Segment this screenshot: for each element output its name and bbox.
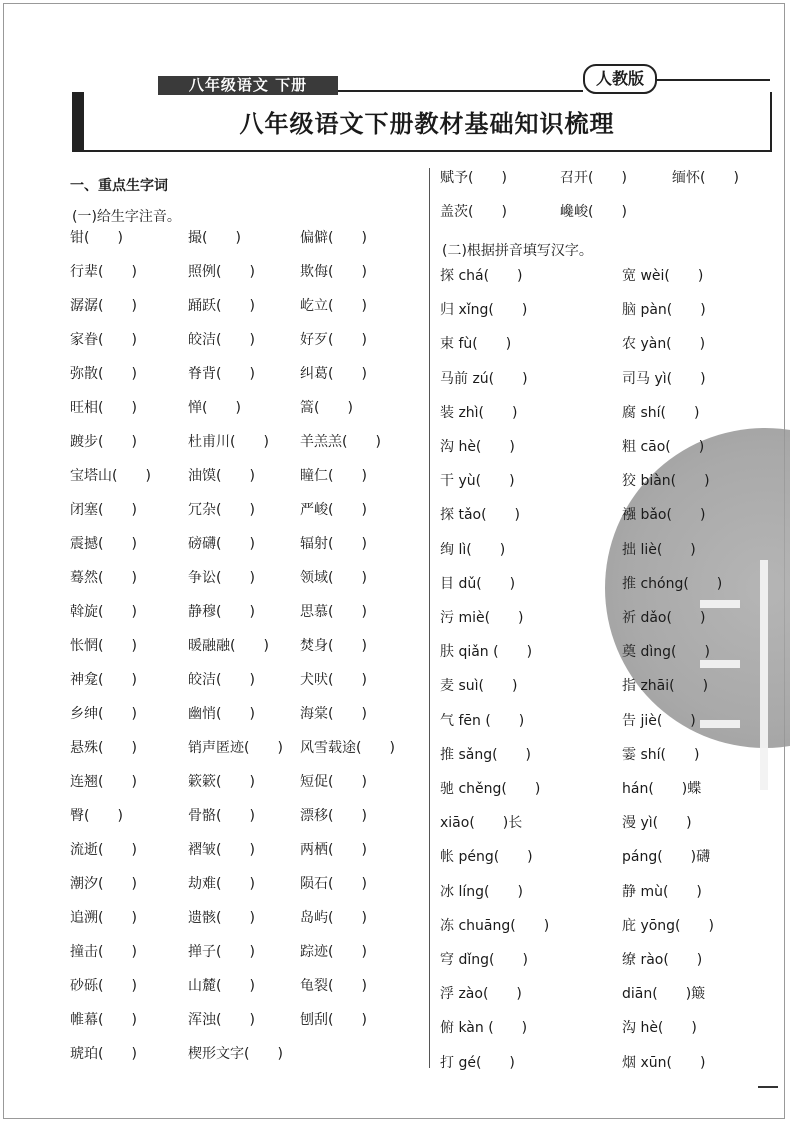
word-item: 震撼( ) — [70, 536, 137, 552]
word-item: 召开( ) — [560, 170, 627, 186]
pinyin-item: 腐 shí( ) — [622, 404, 700, 421]
word-item: 杜甫川( ) — [188, 434, 269, 450]
word-row — [70, 566, 420, 590]
word-item: 犬吠( ) — [300, 672, 367, 688]
word-item: 宝塔山( ) — [70, 468, 151, 484]
word-item: 照例( ) — [188, 264, 255, 280]
part2-list — [440, 264, 780, 1084]
pinyin-item: 冻 chuāng( ) — [440, 917, 550, 934]
word-item: 蓦然( ) — [70, 570, 137, 586]
word-item: 怅惘( ) — [70, 638, 137, 654]
pinyin-item: 司马 yì( ) — [622, 370, 706, 387]
pinyin-item: 肤 qiǎn ( ) — [440, 644, 533, 661]
pinyin-item: diān( )簸 — [622, 986, 706, 1003]
word-row — [70, 1042, 420, 1066]
word-row — [70, 838, 420, 862]
word-row — [70, 430, 420, 454]
word-item: 销声匿迹( ) — [188, 740, 283, 756]
word-row — [70, 226, 420, 250]
pinyin-item: 狡 biàn( ) — [622, 473, 710, 490]
pinyin-row — [440, 538, 780, 562]
word-item: 踪迹( ) — [300, 944, 367, 960]
part1-heading: (一)给生字注音。 — [72, 209, 181, 225]
pinyin-item: xiāo( )长 — [440, 815, 523, 832]
pinyin-row — [440, 367, 780, 391]
word-row — [440, 166, 780, 190]
word-item: 争讼( ) — [188, 570, 255, 586]
word-item: 踱步( ) — [70, 434, 137, 450]
word-item: 臀( ) — [70, 808, 123, 824]
pinyin-item: 告 jiè( ) — [622, 712, 696, 729]
pinyin-item: 祈 dǎo( ) — [622, 610, 706, 626]
pinyin-item: 霎 shí( ) — [622, 746, 700, 763]
word-item: 砂砾( ) — [70, 978, 137, 994]
word-item: 斡旋( ) — [70, 604, 137, 620]
word-item: 神龛( ) — [70, 672, 137, 688]
pinyin-row — [440, 1016, 780, 1040]
top-rule-right — [653, 79, 770, 81]
word-item: 严峻( ) — [300, 502, 367, 518]
word-row — [70, 668, 420, 692]
word-item: 帷幕( ) — [70, 1012, 137, 1028]
word-row — [70, 974, 420, 998]
word-item: 惮( ) — [188, 400, 241, 416]
part1-continued — [440, 166, 780, 226]
pinyin-item: 帐 péng( ) — [440, 849, 533, 866]
pinyin-item: 俯 kàn ( ) — [440, 1020, 528, 1037]
pinyin-item: 襁 bǎo( ) — [622, 507, 706, 524]
word-item: 簌簌( ) — [188, 774, 255, 790]
word-row — [70, 396, 420, 420]
pinyin-row — [440, 914, 780, 938]
pinyin-item: 指 zhāi( ) — [622, 678, 709, 695]
part2-heading: (二)根据拼音填写汉字。 — [442, 243, 593, 259]
pinyin-item: 推 chóng( ) — [622, 575, 723, 592]
word-row — [70, 872, 420, 896]
word-row — [70, 736, 420, 760]
pinyin-item: 烟 xūn( ) — [622, 1054, 706, 1071]
word-item: 巉峻( ) — [560, 204, 627, 220]
pinyin-item: hán( )蝶 — [622, 781, 702, 797]
pinyin-row — [440, 640, 780, 664]
pinyin-item: 干 yù( ) — [440, 473, 515, 490]
word-item: 踊跃( ) — [188, 298, 255, 314]
pinyin-row — [440, 743, 780, 767]
word-item: 家眷( ) — [70, 332, 137, 348]
pinyin-item: 农 yàn( ) — [622, 336, 706, 353]
pinyin-row — [440, 674, 780, 698]
word-item: 岛屿( ) — [300, 910, 367, 926]
pinyin-row — [440, 401, 780, 425]
word-item: 劫难( ) — [188, 876, 255, 892]
pinyin-row — [440, 503, 780, 527]
word-row — [70, 362, 420, 386]
word-item: 撞击( ) — [70, 944, 137, 960]
word-item: 乡绅( ) — [70, 706, 137, 722]
pinyin-row — [440, 948, 780, 972]
pinyin-item: 漫 yì( ) — [622, 815, 692, 832]
word-item: 瞳仁( ) — [300, 468, 367, 484]
pinyin-row — [440, 469, 780, 493]
pinyin-row — [440, 845, 780, 869]
pinyin-row — [440, 1051, 780, 1075]
pinyin-item: 沟 hè( ) — [622, 1020, 697, 1037]
pinyin-item: 脑 pàn( ) — [622, 302, 706, 319]
word-item: 楔形文字( ) — [188, 1046, 283, 1062]
pinyin-item: 冰 líng( ) — [440, 883, 523, 900]
word-item: 海棠( ) — [300, 706, 367, 722]
word-item: 油馍( ) — [188, 468, 255, 484]
pinyin-item: 污 miè( ) — [440, 610, 524, 626]
pinyin-item: 粗 cāo( ) — [622, 439, 705, 455]
pinyin-item: 庇 yōng( ) — [622, 917, 714, 934]
word-row — [70, 498, 420, 522]
word-item: 弥散( ) — [70, 366, 137, 382]
pinyin-item: 探 tǎo( ) — [440, 507, 521, 524]
word-item: 漂移( ) — [300, 808, 367, 824]
word-item: 皎洁( ) — [188, 672, 255, 688]
pinyin-row — [440, 298, 780, 322]
pinyin-item: 穹 dǐng( ) — [440, 952, 528, 968]
word-row — [440, 200, 780, 224]
word-item: 掸子( ) — [188, 944, 255, 960]
pinyin-item: 静 mù( ) — [622, 883, 702, 900]
pinyin-item: 探 chá( ) — [440, 268, 523, 284]
pinyin-row — [440, 709, 780, 733]
word-item: 连翘( ) — [70, 774, 137, 790]
grade-tab: 八年级语文 下册 — [158, 76, 338, 95]
pinyin-row — [440, 982, 780, 1006]
word-item: 缅怀( ) — [672, 170, 739, 186]
section-heading: 一、重点生字词 — [70, 178, 168, 194]
word-item: 焚身( ) — [300, 638, 367, 654]
word-item: 旺相( ) — [70, 400, 137, 416]
page-marker — [758, 1086, 778, 1088]
word-item: 刨刮( ) — [300, 1012, 367, 1028]
title-box — [72, 92, 772, 152]
word-item: 潮汐( ) — [70, 876, 137, 892]
pinyin-row — [440, 332, 780, 356]
word-row — [70, 294, 420, 318]
word-row — [70, 804, 420, 828]
pinyin-item: 拙 liè( ) — [622, 541, 696, 558]
word-item: 屹立( ) — [300, 298, 367, 314]
word-item: 闭塞( ) — [70, 502, 137, 518]
word-item: 褶皱( ) — [188, 842, 255, 858]
word-item: 盖茨( ) — [440, 204, 507, 220]
pinyin-row — [440, 880, 780, 904]
word-item: 暖融融( ) — [188, 638, 269, 654]
pinyin-item: 束 fù( ) — [440, 336, 512, 353]
part1-list — [70, 226, 420, 1086]
pinyin-item: 目 dǔ( ) — [440, 575, 516, 592]
word-item: 追溯( ) — [70, 910, 137, 926]
pinyin-item: 缭 rào( ) — [622, 952, 703, 968]
word-row — [70, 1008, 420, 1032]
word-item: 赋予( ) — [440, 170, 507, 186]
word-item: 琥珀( ) — [70, 1046, 137, 1062]
page-title: 八年级语文下册教材基础知识梳理 — [239, 110, 615, 138]
word-row — [70, 770, 420, 794]
word-item: 篙( ) — [300, 400, 353, 416]
word-item: 山麓( ) — [188, 978, 255, 994]
word-item: 领域( ) — [300, 570, 367, 586]
word-item: 纠葛( ) — [300, 366, 367, 382]
word-row — [70, 328, 420, 352]
pinyin-row — [440, 264, 780, 288]
word-item: 偏僻( ) — [300, 230, 367, 246]
word-row — [70, 532, 420, 556]
edition-badge: 人教版 — [583, 64, 657, 94]
pinyin-item: 驰 chěng( ) — [440, 781, 541, 797]
pinyin-item: 马前 zú( ) — [440, 370, 528, 387]
word-row — [70, 940, 420, 964]
word-item: 骨骼( ) — [188, 808, 255, 824]
pinyin-item: 装 zhì( ) — [440, 404, 518, 421]
pinyin-row — [440, 606, 780, 630]
word-item: 钳( ) — [70, 230, 123, 246]
word-item: 思慕( ) — [300, 604, 367, 620]
word-row — [70, 634, 420, 658]
word-item: 风雪载途( ) — [300, 740, 395, 756]
pinyin-item: 麦 suì( ) — [440, 678, 518, 695]
word-item: 流逝( ) — [70, 842, 137, 858]
word-item: 脊背( ) — [188, 366, 255, 382]
word-item: 两栖( ) — [300, 842, 367, 858]
word-row — [70, 464, 420, 488]
pinyin-item: 气 fēn ( ) — [440, 712, 525, 729]
pinyin-item: 绚 lì( ) — [440, 541, 506, 558]
word-item: 陨石( ) — [300, 876, 367, 892]
word-item: 辐射( ) — [300, 536, 367, 552]
word-item: 羊羔羔( ) — [300, 434, 381, 450]
word-item: 遗骸( ) — [188, 910, 255, 926]
word-item: 潺潺( ) — [70, 298, 137, 314]
word-item: 撮( ) — [188, 230, 241, 246]
pinyin-item: 归 xǐng( ) — [440, 302, 528, 319]
word-item: 行辈( ) — [70, 264, 137, 280]
word-row — [70, 906, 420, 930]
pinyin-item: 宽 wèi( ) — [622, 268, 704, 284]
word-item: 幽悄( ) — [188, 706, 255, 722]
pinyin-item: páng( )礴 — [622, 849, 711, 866]
word-item: 皎洁( ) — [188, 332, 255, 348]
pinyin-item: 打 gé( ) — [440, 1054, 515, 1071]
pinyin-row — [440, 777, 780, 801]
pinyin-item: 浮 zào( ) — [440, 986, 522, 1003]
word-item: 冗杂( ) — [188, 502, 255, 518]
word-item: 浑浊( ) — [188, 1012, 255, 1028]
word-item: 静穆( ) — [188, 604, 255, 620]
pinyin-row — [440, 811, 780, 835]
word-row — [70, 600, 420, 624]
pinyin-row — [440, 572, 780, 596]
column-divider — [429, 168, 430, 1068]
pinyin-item: 推 sǎng( ) — [440, 746, 532, 763]
word-item: 磅礴( ) — [188, 536, 255, 552]
pinyin-row — [440, 435, 780, 459]
word-item: 悬殊( ) — [70, 740, 137, 756]
word-row — [70, 260, 420, 284]
word-item: 好歹( ) — [300, 332, 367, 348]
word-item: 欺侮( ) — [300, 264, 367, 280]
pinyin-item: 奠 dìng( ) — [622, 644, 710, 661]
word-item: 短促( ) — [300, 774, 367, 790]
word-item: 龟裂( ) — [300, 978, 367, 994]
pinyin-item: 沟 hè( ) — [440, 439, 515, 455]
word-row — [70, 702, 420, 726]
